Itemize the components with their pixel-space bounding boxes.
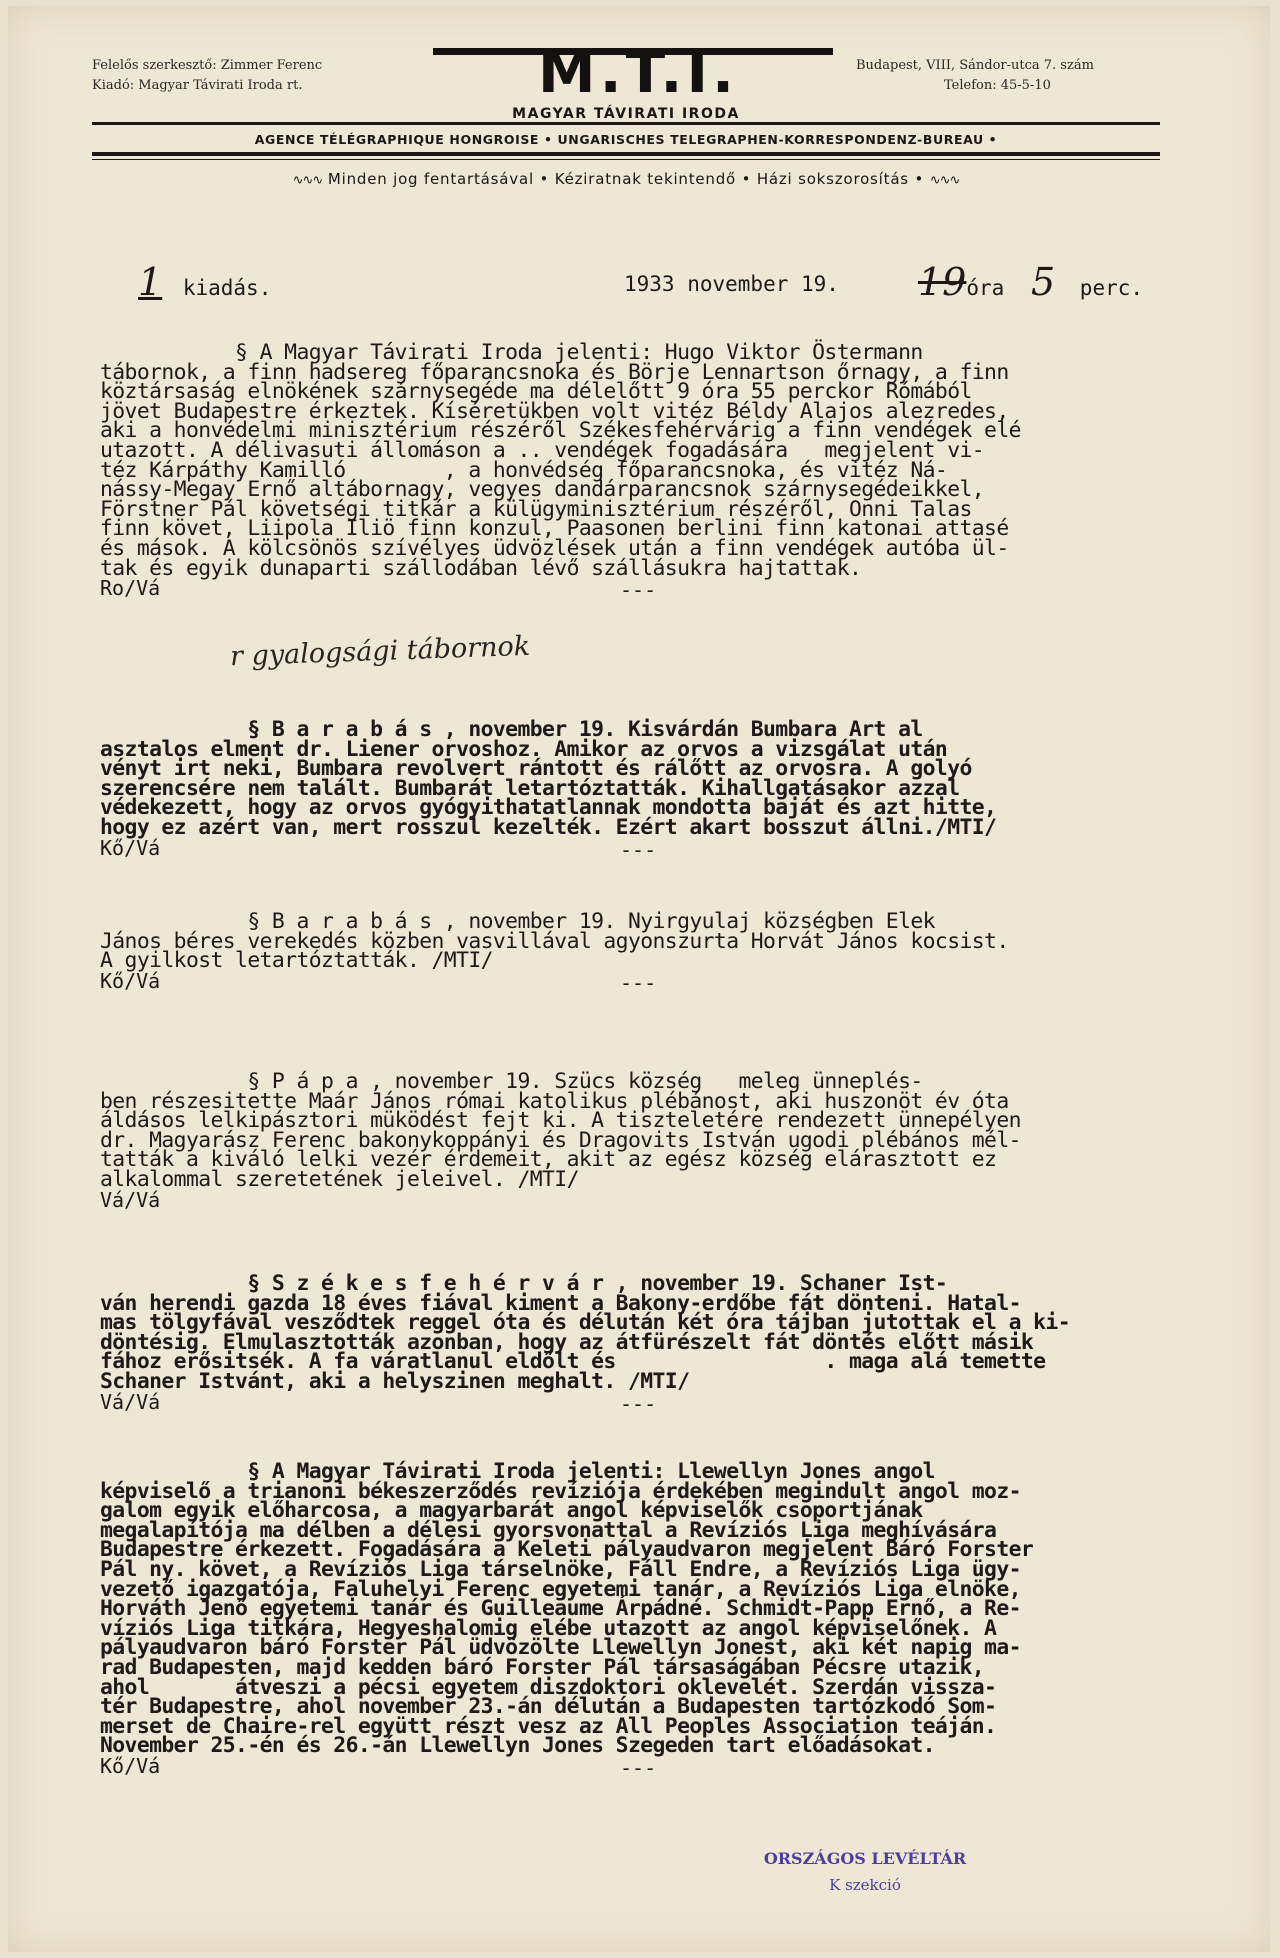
text-line: A gyilkost letartóztatták. /MTI/ — [100, 948, 493, 974]
text-line: tábornok, a finn hadsereg főparancsnoka és Börje Lennartson őrnagy, a finn — [100, 359, 1009, 385]
text-line: téz Kárpáthy Kamilló , a honvédség főparancsnoka, és vitéz Ná- — [100, 457, 948, 483]
text-line: tatták a kiváló lelki vezér érdemeit, akit az egész község elárasztott ez — [100, 1147, 997, 1173]
rights-notice — [92, 170, 1160, 188]
item-end-mark: --- — [620, 970, 657, 995]
text-line: képviselő a trianoni békeszerződés revíziója érdekében megindult angol moz- — [100, 1478, 1021, 1504]
text-line: tér Budapestre, ahol november 23.-án délután a Budapesten tartózkodó Som- — [100, 1694, 997, 1720]
publisher-line: Kiadó: Magyar Távirati Iroda rt. — [92, 78, 303, 93]
text-line: rad Budapesten, majd kedden báró Forster Pál társaságában Pécsre utazik, — [100, 1654, 985, 1680]
stamp-title: ORSZÁGOS LEVÉLTÁR — [763, 1849, 967, 1868]
letterhead-right — [856, 56, 1094, 96]
text-line: fához erősitsék. A fa váratlanul eldőlt és . maga alá temette — [100, 1349, 1046, 1375]
news-item-papa — [100, 1069, 1190, 1212]
hour-label: óra — [966, 276, 1005, 300]
address-line: Budapest, VIII, Sándor-utca 7. szám — [856, 58, 1094, 73]
hour-handwritten: 19 — [918, 260, 967, 304]
text-line: Förstner Pál követségi titkár a külügyminisztérium részéről, Onni Talas — [100, 496, 972, 522]
agency-languages: AGENCE TÉLÉGRAPHIQUE HONGROISE • UNGARISCHES TELEGRAPHEN-KORRESPONDENZ-BUREAU • — [254, 132, 998, 147]
text-line: finn követ, Liipola Iliö finn konzul, Paasonen berlini finn katonai attasé — [100, 516, 1009, 542]
item-signature: Ro/Vá — [100, 576, 161, 601]
text-line: jövet Budapestre érkeztek. Kíséretükben volt vitéz Béldy Alajos alezredes, — [100, 398, 1009, 424]
text-line: mas tölgyfával vesződtek reggel óta és délután két óra tájban jutottak el a ki- — [100, 1310, 1070, 1336]
text-line: szerencsére nem talált. Bumbarát letartóztatták. Kihallgatásakor azzal — [100, 775, 960, 801]
text-line: aki a honvédelmi minisztérium részéről Székesfehérvárig a finn vendégek elé — [100, 418, 1021, 444]
minute-handwritten: 5 — [1030, 260, 1056, 304]
text-line: November 25.-én és 26.-án Llewellyn Jones Szegeden tart előadásokat. — [100, 1733, 935, 1759]
text-line: hogy ez azért van, mert rosszul kezelték. Ezért akart bosszut állni./MTI/ — [100, 814, 997, 840]
edition-number-handwritten: 1 — [138, 260, 163, 304]
text-line: § A Magyar Távirati Iroda jelenti: Llewellyn Jones angol — [100, 1459, 935, 1484]
news-item-szekesfehervar — [100, 1271, 1190, 1416]
edition-number — [138, 260, 271, 304]
header-rule-thin — [92, 159, 1160, 160]
text-line: vényt irt neki, Bumbara revolvert rántott és rálőtt az orvosra. A golyó — [100, 756, 972, 782]
ornament-right-icon: ∿∿∿ — [929, 173, 960, 188]
editor-line: Felelős szerkesztő: Zimmer Ferenc — [92, 58, 323, 73]
text-line: ahol átveszi a pécsi egyetem diszdoktori oklevelét. Szerdán vissza- — [100, 1674, 997, 1700]
edition-date: 1933 november 19. — [624, 272, 839, 296]
text-line: § S z é k e s f e h é r v á r , november 19. Schaner Ist- — [100, 1271, 948, 1296]
text-line: tak és egyik dunaparti szállodában lévő szállásukra hajtattak. — [100, 555, 862, 581]
minute-label: perc. — [1079, 276, 1144, 300]
text-line: nássy-Megay Ernő altábornagy, vegyes dandárparancsnok szárnysegédeikkel, — [100, 477, 985, 503]
text-line: Horváth Jenő egyetemi tanár és Guilleaume Árpádné. Schmidt-Papp Ernő, a Re- — [100, 1596, 1021, 1622]
item-signature: Vá/Vá — [100, 1389, 161, 1414]
letterhead-left — [92, 56, 322, 96]
agency-name: MAGYAR TÁVIRATI IRODA — [512, 106, 740, 122]
item-signature: Kő/Vá — [100, 1753, 161, 1778]
text-line: megalapítója ma délben a délesi gyorsvonattal a Revíziós Liga meghívására — [100, 1517, 997, 1543]
edition-time — [918, 260, 1143, 304]
text-line: köztársaság elnökének szárnysegéde ma délelőtt 9 óra 55 perckor Rómából — [100, 379, 972, 405]
text-line: Budapestre érkezett. Fogadására a Keleti pályaudvaron megjelent Báró Forster — [100, 1537, 1034, 1563]
text-line: vezető igazgatója, Faluhelyi Ferenc egyetemi tanár, a Revíziós Liga elnöke, — [100, 1576, 1021, 1602]
item-signature: Kő/Vá — [100, 835, 161, 860]
news-item-osterman — [100, 340, 1190, 603]
header-rule-middle — [92, 152, 1160, 156]
text-line: Schaner Istvánt, aki a helyszinen meghalt. /MTI/ — [100, 1368, 690, 1394]
header-rule-top — [92, 122, 1160, 125]
item-signature: Kő/Vá — [100, 968, 161, 993]
text-line: ben részesitette Maár János római katolikus plébánost, aki huszonöt év óta — [100, 1088, 1009, 1114]
text-line: döntésig. Elmulasztották azonban, hogy az átfürészelt fát döntés előtt másik — [100, 1329, 1034, 1355]
text-line: alkalommal szeretetének jeleivel. /MTI/ — [100, 1166, 579, 1192]
text-line: áldásos lelkipásztori müködést fejt ki. A tiszteletére rendezett ünnepélyen — [100, 1108, 1021, 1134]
item-end-mark: --- — [620, 1755, 657, 1780]
text-line: § P á p a , november 19. Szücs község meleg ünneplés- — [100, 1069, 923, 1094]
news-item-kisvarda — [100, 717, 1190, 862]
item-signature: Vá/Vá — [100, 1187, 161, 1212]
edition-label: kiadás. — [182, 276, 272, 300]
item-end-mark: --- — [620, 837, 657, 862]
rights-notice-text: Minden jog fentartásával • Kéziratnak tekintendő • Házi sokszorosítás • — [327, 170, 925, 188]
text-line: pályaudvaron báró Forster Pál üdvözölte Llewellyn Jonest, aki két napig ma- — [100, 1635, 1021, 1661]
text-line: § B a r a b á s , november 19. Nyirgyulaj községben Elek — [100, 909, 935, 934]
document-page — [8, 6, 1270, 1952]
archive-stamp — [750, 1846, 980, 1898]
mti-logo: M.T.I. — [537, 38, 739, 106]
news-item-llewellyn-jones — [100, 1459, 1190, 1780]
text-line: védekezett, hogy az orvos gyógyithatatlannak mondotta baját és azt hitte, — [100, 795, 997, 821]
text-line: utazott. A délivasuti állomáson a .. vendégek fogadására megjelent vi- — [100, 437, 985, 463]
text-line: merset de Chaire-rel együtt részt vesz az All Peoples Association teáján. — [100, 1713, 997, 1739]
text-line: galom egyik előharcosa, a magyarbarát angol képviselők csoportjának — [100, 1498, 923, 1524]
handwritten-note: r gyalogsági tábornok — [229, 630, 531, 673]
text-line: Pál ny. követ, a Revíziós Liga társelnöke, Fáll Endre, a Revíziós Liga ügy- — [100, 1556, 1021, 1582]
news-item-nyirgyulaj — [100, 909, 1190, 995]
text-line: víziós Liga titkára, Hegyeshalomig elébe utazott az angol képviselőnek. A — [100, 1615, 997, 1641]
phone-line: Telefon: 45-5-10 — [944, 78, 1051, 93]
stamp-subtitle: K szekció — [829, 1876, 901, 1894]
ornament-left-icon: ∿∿∿ — [292, 173, 323, 188]
text-line: ván herendi gazda 18 éves fiával kiment a Bakony-erdőbe fát dönteni. Hatal- — [100, 1290, 1021, 1316]
item-end-mark: --- — [620, 1391, 657, 1416]
item-end-mark: --- — [620, 578, 657, 603]
text-line: § B a r a b á s , november 19. Kisvárdán Bumbara Art al — [100, 717, 923, 742]
text-line: dr. Magyarász Ferenc bakonykoppányi és Dragovits István ugodi plébános mél- — [100, 1127, 1021, 1153]
text-line: és mások. A kölcsönös szívélyes üdvözlések után a finn vendégek autóba ül- — [100, 535, 1009, 561]
text-line: János béres verekedés közben vasvillával agyonszurta Horvát János kocsist. — [100, 928, 1009, 954]
text-line: § A Magyar Távirati Iroda jelenti: Hugo Viktor Östermann — [100, 340, 923, 365]
text-line: asztalos elment dr. Liener orvoshoz. Amikor az orvos a vizsgálat után — [100, 736, 948, 762]
